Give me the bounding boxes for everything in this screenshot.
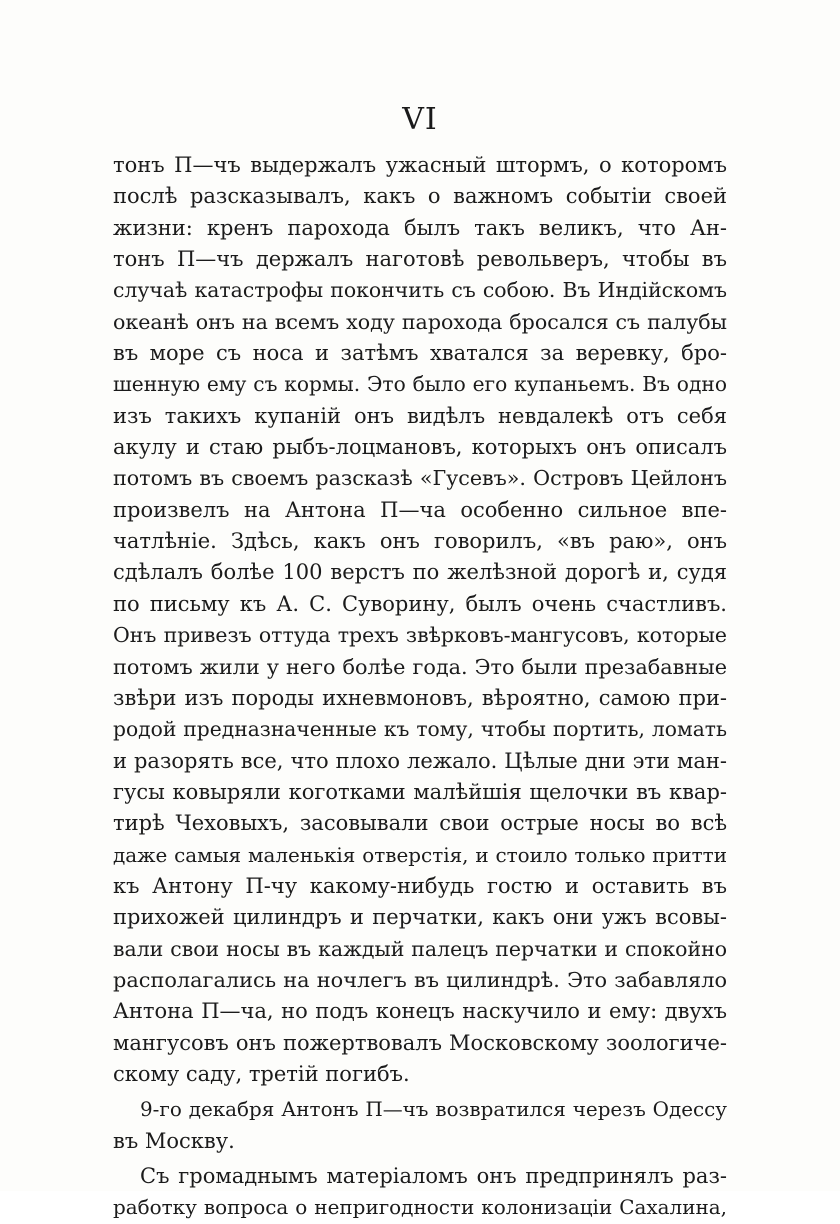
text-line: тирѣ Чеховыхъ, засовывали свои острые носы во всѣ [113,811,727,836]
text-line: прихожей цилиндръ и перчатки, какъ они ужъ всовы- [113,905,727,930]
text-line: къ Антону П-чу какому-нибудь гостю и оставить въ [113,873,727,898]
text-line: Антона П—ча, но подъ конецъ наскучило и ему: двухъ [113,999,727,1024]
text-line: тонъ П—чъ держалъ наготовѣ револьверъ, чтобы въ [113,247,727,272]
body-text [113,150,727,1224]
text-line: акулу и стаю рыбъ-лоцмановъ, которыхъ онъ описалъ [113,435,727,460]
text-line: звѣри изъ породы ихневмоновъ, вѣроятно, самою при- [113,685,727,710]
text-line: по письму къ А. С. Суворину, былъ очень счастливъ. [113,591,727,616]
text-line: изъ такихъ купаній онъ видѣлъ невдалекѣ отъ себя [113,403,727,428]
text-line: тонъ П—чъ выдержалъ ужасный штормъ, о которомъ [113,153,727,177]
text-line: вали свои носы въ каждый палецъ перчатки и спокойно [113,936,727,961]
text-line: работку вопроса о непригодности колонизаціи Сахалина, [113,1195,727,1220]
text-line: въ море съ носа и затѣмъ хватался за веревку, бро- [113,341,727,366]
text-line: и разорять все, что плохо лежало. Цѣлые дни эти ман- [113,748,727,773]
text-line: потомъ жили у него болѣе года. Это были презабавные [113,654,727,679]
text-line: Онъ привезъ оттуда трехъ звѣрковъ-мангусовъ, которые [113,623,727,648]
text-line: въ Москву. [113,1128,235,1153]
text-line: случаѣ катастрофы покончить съ собою. Въ Индійскомъ [113,278,727,303]
page-number: VI [402,102,438,137]
text-line: даже самыя маленькія отверстія, и стоило только притти [113,842,727,867]
text-line: родой предназначенные къ тому, чтобы портить, ломать [113,717,727,742]
text-line: шенную ему съ кормы. Это было его купаньемъ. Въ одно [113,372,727,397]
text-line: произвелъ на Антона П—ча особенно сильное впе- [113,497,727,522]
text-line: потомъ въ своемъ разсказѣ «Гусевъ». Островъ Цейлонъ [113,466,727,491]
text-line: мангусовъ онъ пожертвовалъ Московскому зоологиче- [113,1030,727,1055]
text-line: скому саду, третій погибъ. [113,1061,410,1086]
text-line: жизни: кренъ парохода былъ такъ великъ, что Ан- [113,215,727,240]
text-line: чатлѣніе. Здѣсь, какъ онъ говорилъ, «въ раю», онъ [113,529,727,554]
text-line: гусы ковыряли коготками малѣйшія щелочки въ квар- [113,779,727,804]
text-line: океанѣ онъ на всемъ ходу парохода бросался съ палубы [113,309,727,334]
text-line: сдѣлалъ болѣе 100 верстъ по желѣзной дорогѣ и, судя [113,560,727,585]
text-line: располагались на ночлегъ въ цилиндрѣ. Это забавляло [113,967,727,992]
text-line: послѣ разсказывалъ, какъ о важномъ событіи своей [113,184,727,209]
text-line: Съ громаднымъ матеріаломъ онъ предпринялъ раз- [140,1164,727,1188]
text-line: 9-го декабря Антонъ П—чъ возвратился черезъ Одессу [140,1098,727,1122]
